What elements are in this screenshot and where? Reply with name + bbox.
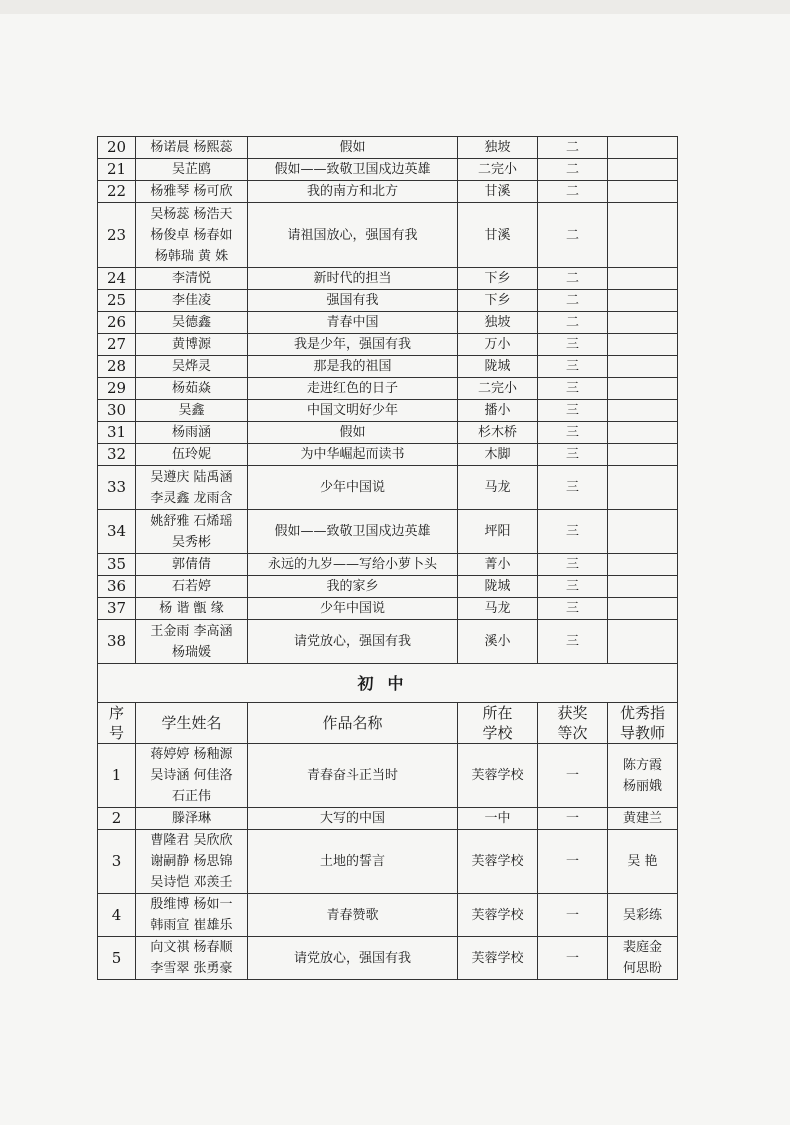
award-level: 三	[538, 554, 608, 576]
table-row	[98, 830, 678, 894]
header-row	[98, 703, 678, 744]
advisor-teacher	[608, 744, 678, 808]
table-row	[98, 598, 678, 620]
table-row	[98, 268, 678, 290]
work-title: 为中华崛起而读书	[248, 444, 458, 466]
work-title: 我的南方和北方	[248, 181, 458, 203]
student-names-line: 杨诺晨 杨熙蕊	[150, 140, 233, 155]
work-title: 青春奋斗正当时	[248, 744, 458, 808]
row-number: 29	[98, 378, 136, 400]
advisor-teacher	[608, 268, 678, 290]
row-number: 28	[98, 356, 136, 378]
advisor-teacher-line: 陈方霞	[622, 757, 662, 773]
table-row	[98, 356, 678, 378]
award-level: 二	[538, 290, 608, 312]
advisor-teacher	[608, 334, 678, 356]
student-names	[136, 203, 248, 268]
student-names-line: 杨茹焱	[171, 381, 211, 396]
school: 万小	[458, 334, 538, 356]
row-number: 25	[98, 290, 136, 312]
student-names-line: 伍玲妮	[171, 447, 211, 462]
award-level: 一	[538, 830, 608, 894]
award-level: 一	[538, 808, 608, 830]
award-level: 三	[538, 422, 608, 444]
award-level: 三	[538, 378, 608, 400]
advisor-teacher	[608, 137, 678, 159]
row-number: 26	[98, 312, 136, 334]
table-row	[98, 808, 678, 830]
table-row	[98, 937, 678, 980]
student-names	[136, 378, 248, 400]
school: 马龙	[458, 598, 538, 620]
header-school: 所在 学校	[458, 703, 538, 744]
student-names-line: 李灵鑫 龙雨含	[150, 490, 233, 506]
student-names-line: 杨瑞媛	[171, 644, 211, 660]
school: 芙蓉学校	[458, 744, 538, 808]
award-level: 二	[538, 137, 608, 159]
row-number: 2	[98, 808, 136, 830]
award-level: 三	[538, 334, 608, 356]
student-names	[136, 554, 248, 576]
award-level: 三	[538, 444, 608, 466]
work-title: 我是少年，强国有我	[248, 334, 458, 356]
row-number: 27	[98, 334, 136, 356]
table-row	[98, 203, 678, 268]
student-names-line: 郭倩倩	[171, 557, 211, 572]
student-names-line: 曹隆君 吴欣欣	[150, 833, 233, 848]
table-row	[98, 159, 678, 181]
row-number: 35	[98, 554, 136, 576]
row-number: 1	[98, 744, 136, 808]
school: 播小	[458, 400, 538, 422]
student-names	[136, 422, 248, 444]
work-title: 假如——致敬卫国戍边英雄	[248, 159, 458, 181]
advisor-teacher	[608, 444, 678, 466]
work-title: 请祖国放心，强国有我	[248, 203, 458, 268]
table-row	[98, 137, 678, 159]
advisor-teacher	[608, 378, 678, 400]
work-title: 少年中国说	[248, 598, 458, 620]
school: 一中	[458, 808, 538, 830]
student-names-line: 吴秀彬	[171, 534, 211, 550]
student-names-line: 吴诗涵 何佳洛	[150, 768, 233, 783]
table-row	[98, 894, 678, 937]
junior-rows	[98, 744, 678, 980]
row-number: 30	[98, 400, 136, 422]
student-names	[136, 620, 248, 664]
school: 独坡	[458, 312, 538, 334]
school: 陇城	[458, 356, 538, 378]
school: 下乡	[458, 290, 538, 312]
school: 独坡	[458, 137, 538, 159]
student-names	[136, 510, 248, 554]
student-names-line: 杨俊卓 杨春如	[150, 227, 233, 243]
work-title: 永远的九岁——写给小萝卜头	[248, 554, 458, 576]
advisor-teacher	[608, 937, 678, 980]
award-level: 三	[538, 356, 608, 378]
school: 二完小	[458, 159, 538, 181]
row-number: 20	[98, 137, 136, 159]
row-number: 36	[98, 576, 136, 598]
work-title: 大写的中国	[248, 808, 458, 830]
work-title: 青春中国	[248, 312, 458, 334]
school: 溪小	[458, 620, 538, 664]
award-level: 三	[538, 466, 608, 510]
work-title: 中国文明好少年	[248, 400, 458, 422]
school: 马龙	[458, 466, 538, 510]
school: 芙蓉学校	[458, 894, 538, 937]
award-level: 二	[538, 159, 608, 181]
school: 芙蓉学校	[458, 830, 538, 894]
row-number: 37	[98, 598, 136, 620]
student-names-line: 韩雨宣 崔雄乐	[150, 918, 233, 933]
student-names	[136, 598, 248, 620]
advisor-teacher	[608, 830, 678, 894]
work-title: 请党放心，强国有我	[248, 620, 458, 664]
advisor-teacher	[608, 894, 678, 937]
student-names-line: 吴烨灵	[171, 359, 211, 374]
row-number: 5	[98, 937, 136, 980]
advisor-teacher-line: 吴 艳	[627, 854, 658, 869]
student-names	[136, 894, 248, 937]
advisor-teacher-line: 裴庭金	[622, 940, 662, 955]
advisor-teacher	[608, 290, 678, 312]
award-level: 一	[538, 937, 608, 980]
student-names-line: 石若婷	[171, 579, 211, 594]
section-row	[98, 664, 678, 703]
header-teacher: 优秀指 导教师	[608, 703, 678, 744]
table-row	[98, 290, 678, 312]
section-row-group	[98, 664, 678, 744]
award-level: 三	[538, 598, 608, 620]
work-title: 少年中国说	[248, 466, 458, 510]
award-level: 三	[538, 576, 608, 598]
advisor-teacher	[608, 356, 678, 378]
table-row	[98, 422, 678, 444]
work-title: 我的家乡	[248, 576, 458, 598]
advisor-teacher-line: 何思盼	[622, 961, 662, 976]
row-number: 23	[98, 203, 136, 268]
work-title: 那是我的祖国	[248, 356, 458, 378]
header-no: 序 号	[98, 703, 136, 744]
advisor-teacher	[608, 159, 678, 181]
table-row	[98, 576, 678, 598]
student-names-line: 杨 谐 甑 缘	[159, 601, 224, 616]
student-names-line: 姚舒雅 石烯瑶	[150, 513, 233, 529]
student-names-line: 杨雨涵	[171, 425, 211, 440]
award-level: 三	[538, 510, 608, 554]
advisor-teacher	[608, 620, 678, 664]
school: 甘溪	[458, 181, 538, 203]
work-title: 假如	[248, 137, 458, 159]
student-names-line: 王金雨 李高涵	[150, 623, 233, 639]
award-level: 二	[538, 312, 608, 334]
student-names	[136, 334, 248, 356]
row-number: 21	[98, 159, 136, 181]
row-number: 3	[98, 830, 136, 894]
student-names-line: 吴遵庆 陆禹涵	[150, 469, 233, 485]
award-level: 二	[538, 268, 608, 290]
table-row	[98, 312, 678, 334]
table-row	[98, 620, 678, 664]
primary-rows	[98, 137, 678, 664]
student-names	[136, 830, 248, 894]
student-names-line: 滕泽琳	[171, 811, 211, 826]
student-names-line: 石正伟	[171, 789, 211, 804]
work-title: 土地的誓言	[248, 830, 458, 894]
school: 甘溪	[458, 203, 538, 268]
advisor-teacher-line: 杨丽娥	[622, 778, 662, 794]
page-top-strip	[0, 0, 790, 14]
student-names	[136, 268, 248, 290]
student-names	[136, 181, 248, 203]
student-names	[136, 290, 248, 312]
award-level: 二	[538, 203, 608, 268]
row-number: 33	[98, 466, 136, 510]
student-names-line: 黄博源	[171, 337, 211, 352]
award-level: 二	[538, 181, 608, 203]
advisor-teacher	[608, 181, 678, 203]
row-number: 4	[98, 894, 136, 937]
work-title: 请党放心，强国有我	[248, 937, 458, 980]
student-names-line: 吴鑫	[178, 403, 205, 418]
table-row	[98, 466, 678, 510]
advisor-teacher-line: 吴彩练	[622, 907, 662, 923]
table-row	[98, 554, 678, 576]
student-names	[136, 444, 248, 466]
student-names	[136, 744, 248, 808]
school: 菁小	[458, 554, 538, 576]
table-row	[98, 334, 678, 356]
header-names: 学生姓名	[136, 703, 248, 744]
advisor-teacher	[608, 598, 678, 620]
student-names	[136, 937, 248, 980]
student-names-line: 吴芷鸥	[171, 162, 211, 177]
school: 二完小	[458, 378, 538, 400]
student-names	[136, 576, 248, 598]
school: 芙蓉学校	[458, 937, 538, 980]
school: 杉木桥	[458, 422, 538, 444]
header-work: 作品名称	[248, 703, 458, 744]
table-row	[98, 744, 678, 808]
advisor-teacher	[608, 422, 678, 444]
row-number: 22	[98, 181, 136, 203]
school: 坪阳	[458, 510, 538, 554]
work-title: 假如	[248, 422, 458, 444]
advisor-teacher	[608, 203, 678, 268]
advisor-teacher	[608, 808, 678, 830]
student-names	[136, 808, 248, 830]
award-level: 一	[538, 894, 608, 937]
row-number: 34	[98, 510, 136, 554]
school: 木脚	[458, 444, 538, 466]
school: 下乡	[458, 268, 538, 290]
work-title: 走进红色的日子	[248, 378, 458, 400]
section-title: 初中	[98, 664, 678, 703]
student-names-line: 吴诗恺 邓羡壬	[150, 875, 233, 890]
student-names	[136, 356, 248, 378]
table-row	[98, 378, 678, 400]
work-title: 新时代的担当	[248, 268, 458, 290]
student-names-line: 吴杨蕊 杨浩天	[150, 206, 233, 222]
awards-table	[97, 136, 678, 980]
student-names-line: 吴德鑫	[171, 315, 211, 330]
student-names	[136, 159, 248, 181]
advisor-teacher	[608, 510, 678, 554]
award-level: 三	[538, 400, 608, 422]
row-number: 24	[98, 268, 136, 290]
table-row	[98, 400, 678, 422]
table-row	[98, 181, 678, 203]
student-names-line: 李雪翠 张勇豪	[150, 961, 233, 976]
row-number: 38	[98, 620, 136, 664]
student-names	[136, 137, 248, 159]
advisor-teacher	[608, 400, 678, 422]
row-number: 32	[98, 444, 136, 466]
table-row	[98, 510, 678, 554]
student-names-line: 谢嗣静 杨思锦	[150, 854, 233, 869]
table-row	[98, 444, 678, 466]
advisor-teacher-line: 黄建兰	[622, 811, 662, 826]
award-level: 三	[538, 620, 608, 664]
student-names-line: 殷维博 杨如一	[150, 897, 233, 912]
work-title: 青春赞歌	[248, 894, 458, 937]
row-number: 31	[98, 422, 136, 444]
student-names-line: 李清悦	[171, 271, 211, 286]
student-names	[136, 400, 248, 422]
student-names-line: 蒋婷婷 杨釉源	[150, 747, 233, 762]
student-names	[136, 466, 248, 510]
student-names	[136, 312, 248, 334]
advisor-teacher	[608, 466, 678, 510]
advisor-teacher	[608, 554, 678, 576]
student-names-line: 李佳凌	[171, 293, 211, 308]
student-names-line: 杨韩瑞 黄 姝	[154, 248, 229, 264]
header-award: 获奖 等次	[538, 703, 608, 744]
student-names-line: 杨雅琴 杨可欣	[150, 184, 233, 199]
advisor-teacher	[608, 576, 678, 598]
school: 陇城	[458, 576, 538, 598]
award-level: 一	[538, 744, 608, 808]
student-names-line: 向文祺 杨春顺	[150, 940, 233, 955]
advisor-teacher	[608, 312, 678, 334]
work-title: 强国有我	[248, 290, 458, 312]
work-title: 假如——致敬卫国戍边英雄	[248, 510, 458, 554]
